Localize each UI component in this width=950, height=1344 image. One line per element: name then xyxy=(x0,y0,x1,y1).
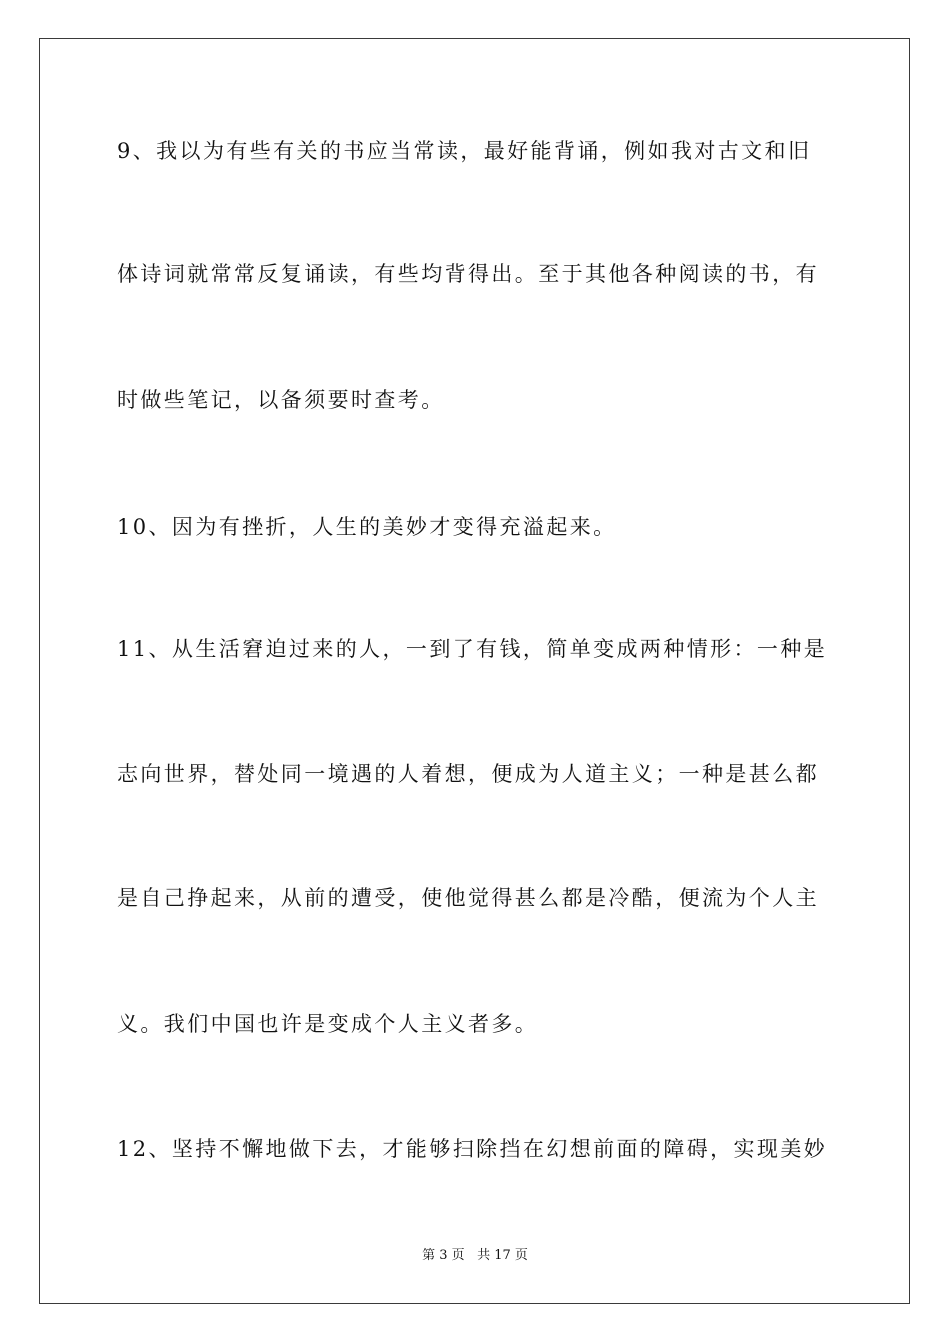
page-number: 第 3 页 xyxy=(422,1248,465,1263)
page-total: 共 17 页 xyxy=(477,1248,528,1263)
text-line: 志向世界，替处同一境遇的人着想，便成为人道主义；一种是甚么都 xyxy=(117,762,819,786)
text-line: 体诗词就常常反复诵读，有些均背得出。至于其他各种阅读的书，有 xyxy=(117,262,819,286)
page-border xyxy=(39,38,910,1304)
text-line: 11、从生活窘迫过来的人，一到了有钱，简单变成两种情形：一种是 xyxy=(117,637,828,661)
text-line: 义。我们中国也许是变成个人主义者多。 xyxy=(117,1012,539,1036)
text-line: 是自己挣起来，从前的遭受，使他觉得甚么都是冷酷，便流为个人主 xyxy=(117,886,819,910)
text-line: 时做些笔记，以备须要时查考。 xyxy=(117,388,445,412)
text-line: 10、因为有挫折，人生的美妙才变得充溢起来。 xyxy=(117,515,617,539)
text-line: 9、我以为有些有关的书应当常读，最好能背诵，例如我对古文和旧 xyxy=(117,139,812,163)
page-footer xyxy=(0,1247,950,1265)
text-line: 12、坚持不懈地做下去，才能够扫除挡在幻想前面的障碍，实现美妙 xyxy=(117,1137,828,1161)
